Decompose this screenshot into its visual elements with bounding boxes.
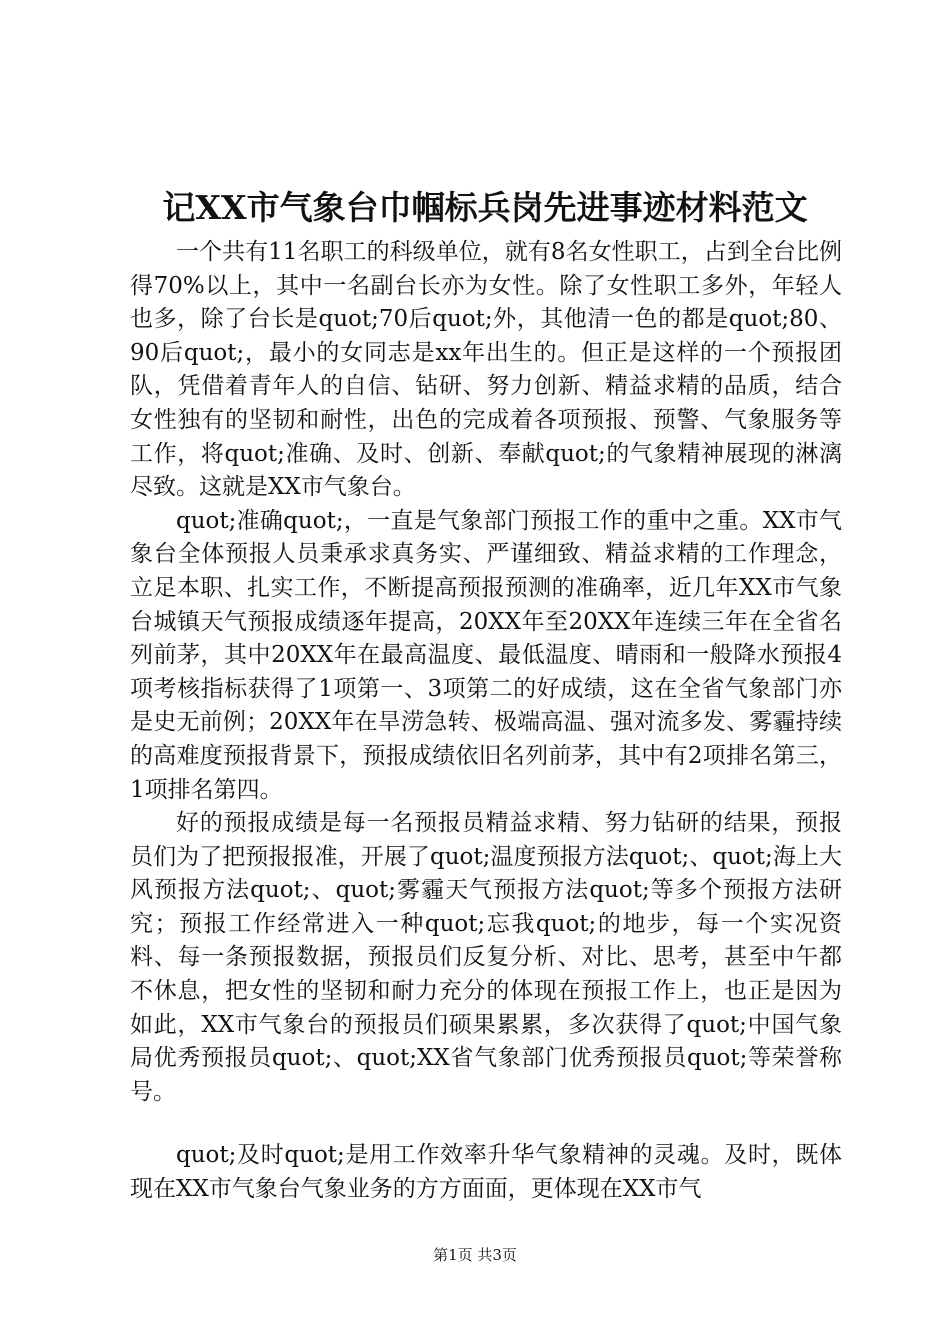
document-body xyxy=(130,236,842,1207)
paragraph-3: 好的预报成绩是每一名预报员精益求精、努力钻研的结果，预报员们为了把预报报准，开展了quot;温度预报方法quot;、quot;海上大风预报方法quot;、quot;雾霾天气预报方法quot;等多个预报方法研究；预报工作经常进入一种quot;忘我quot;的地步，每一个实况资料、每一条预报数据，预报员们反复分析、对比、思考，甚至中午都不休息，把女性的坚韧和耐力充分的体现在预报工作上，也正是因为如此，XX市气象台的预报员们硕果累累，多次获得了quot;中国气象局优秀预报员quot;、quot;XX省气象部门优秀预报员quot;等荣誉称号。 xyxy=(130,810,842,1105)
paragraph-2: quot;准确quot;，一直是气象部门预报工作的重中之重。XX市气象台全体预报人员秉承求真务实、严谨细致、精益求精的工作理念，立足本职、扎实工作，不断提高预报预测的准确率，近几年XX市气象台城镇天气预报成绩逐年提高，20XX年至20XX年连续三年在全省名列前茅，其中20XX年在最高温度、最低温度、晴雨和一般降水预报4项考核指标获得了1项第一、3项第二的好成绩，这在全省气象部门亦是史无前例；20XX年在旱涝急转、极端高温、强对流多发、雾霾持续的高难度预报背景下，预报成绩依旧名列前茅，其中有2项排名第三，1项排名第四。 xyxy=(130,507,842,803)
document-title: 记XX市气象台巾帼标兵岗先进事迹材料范文 xyxy=(162,188,808,227)
paragraph-4: quot;及时quot;是用工作效率升华气象精神的灵魂。及时，既体现在XX市气象台气象业务的方方面面，更体现在XX市气 xyxy=(130,1142,842,1203)
page-number-footer: 第1页 共3页 xyxy=(433,1246,517,1264)
paragraph-1: 一个共有11名职工的科级单位，就有8名女性职工，占到全台比例得70%以上，其中一名副台长亦为女性。除了女性职工多外，年轻人也多，除了台长是quot;70后quot;外，其他清一色的都是quot;80、90后quot;，最小的女同志是xx年出生的。但正是这样的一个预报团队，凭借着青年人的自信、钻研、努力创新、精益求精的品质，结合女性独有的坚韧和耐性，出色的完成着各项预报、预警、气象服务等工作，将quot;准确、及时、创新、奉献quot;的气象精神展现的淋漓尽致。这就是XX市气象台。 xyxy=(130,239,842,501)
